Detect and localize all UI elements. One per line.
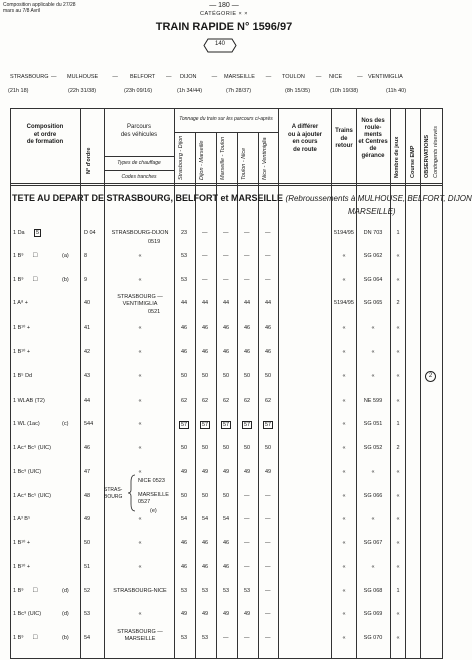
route-stop: VENTIMIGLIA [368, 74, 403, 80]
parcours-cell: « [138, 349, 142, 355]
train-retour-cell: « [342, 493, 346, 499]
train-retour-cell: « [342, 588, 346, 594]
nombre-jeux-cell: « [396, 564, 400, 570]
tonnage-cell: 46 [181, 325, 188, 331]
tonnage-cell: 54 [181, 516, 188, 522]
composition-cell: 1 B¹⁰ + [13, 540, 31, 546]
badge-number: 140 [214, 41, 225, 47]
train-retour-cell: « [342, 277, 346, 283]
header-observations-sub: Contingents réservés [433, 126, 439, 178]
header-codes-tranches: Codes tranches [121, 174, 157, 180]
nombre-jeux-cell: 1 [396, 421, 400, 427]
roulement-cell: « [371, 325, 375, 331]
parcours-cell: STRASBOURG-DIJON [111, 230, 169, 236]
tonnage-cell: 23 [181, 230, 188, 236]
roulement-cell: SG 070 [363, 635, 383, 641]
composition-cell: 1 WL (1ac) [13, 421, 40, 427]
route-time: (23h 09/16) [124, 88, 153, 94]
table-top-border [10, 108, 442, 109]
num-ordre-cell: 46 [84, 445, 91, 451]
tonnage-cell: 57 [265, 422, 272, 428]
nombre-jeux-cell: « [396, 516, 400, 522]
tonnage-cell: — [265, 230, 271, 236]
tonnage-cell: 53 [202, 635, 209, 641]
tonnage-cell: 46 [181, 564, 188, 570]
header-tonnage-col: Marseille - Toulon [220, 136, 226, 180]
nombre-jeux-cell: « [396, 611, 400, 617]
roulement-cell: NE 599 [363, 398, 383, 404]
route-stop: DIJON [180, 74, 197, 80]
tonnage-cell: 53 [181, 277, 188, 283]
tonnage-cell: 50 [202, 493, 209, 499]
route-separator: — [166, 74, 172, 80]
num-ordre-cell: 44 [84, 398, 91, 404]
tonnage-cell: 46 [223, 349, 230, 355]
train-retour-cell: 5194/95 [334, 300, 354, 306]
tonnage-cell: 46 [181, 540, 188, 546]
tonnage-cell: 46 [202, 349, 209, 355]
nombre-jeux-cell: « [396, 349, 400, 355]
tonnage-cell: — [265, 588, 271, 594]
nombre-jeux-cell: 2 [396, 300, 400, 306]
column-divider [442, 108, 443, 659]
category-label: CATÉGORIE × × [200, 11, 248, 17]
header-nombre-jeux: Nombre de jeux [394, 136, 400, 178]
parcours-cell: « [138, 516, 142, 522]
tonnage-cell: 46 [181, 349, 188, 355]
tonnage-cell: 46 [244, 325, 251, 331]
tonnage-cell: — [244, 277, 250, 283]
tonnage-cell: 53 [244, 588, 251, 594]
tonnage-cell: 62 [265, 398, 272, 404]
route-separator: — [112, 74, 118, 80]
tonnage-cell: 49 [244, 469, 251, 475]
tonnage-cell: 53 [223, 588, 230, 594]
parcours-cell: « [138, 469, 142, 475]
nombre-jeux-cell: « [396, 373, 400, 379]
route-stop: MULHOUSE [67, 74, 99, 80]
page-number: — 180 — [209, 2, 239, 9]
composition-cell: 1 B⁵ Dd [13, 373, 33, 379]
composition-cell: 1 B⁹ [13, 277, 24, 283]
route-stop: TOULON [282, 74, 305, 80]
route-stop: BELFORT [130, 74, 156, 80]
tonnage-cell: — [223, 277, 229, 283]
header-roulements: Nos des roule- ments et Centres de gérance [358, 118, 388, 159]
tonnage-cell: 46 [223, 540, 230, 546]
tonnage-cell: 44 [244, 300, 251, 306]
num-ordre-cell: 50 [84, 540, 91, 546]
tonnage-cell: 62 [181, 398, 188, 404]
train-retour-cell: « [342, 349, 346, 355]
route-separator: — [211, 74, 218, 80]
header-tonnage: Tonnage du train sur les parcours ci-après [179, 116, 273, 122]
nombre-jeux-cell: « [396, 540, 400, 546]
tonnage-cell: 44 [223, 300, 230, 306]
tonnage-sub-line [174, 132, 278, 133]
route-time: (7h 28/37) [226, 88, 252, 94]
nombre-jeux-cell: 1 [396, 230, 400, 236]
square-box-icon: □ [33, 634, 38, 641]
train-retour-cell: « [342, 373, 346, 379]
parcours-cell: « [138, 445, 142, 451]
parcours-cell: « [138, 611, 142, 617]
route-stop: STRASBOURG [10, 74, 49, 80]
tonnage-cell: 50 [181, 445, 188, 451]
tonnage-cell: 50 [244, 445, 251, 451]
tonnage-cell: 49 [181, 469, 188, 475]
parcours-sub-line [104, 156, 174, 157]
parcours-cell: « [138, 398, 142, 404]
parcours-cell: « [138, 253, 142, 259]
tonnage-cell: 46 [202, 540, 209, 546]
composition-note: (d) [62, 611, 69, 617]
tonnage-cell: 50 [223, 373, 230, 379]
column-divider [195, 132, 196, 659]
tonnage-cell: — [265, 516, 271, 522]
column-divider [174, 108, 175, 659]
route-stop: NICE [329, 74, 343, 80]
train-retour-cell: « [342, 540, 346, 546]
bracket-note: (e) [150, 508, 157, 514]
header-types-chauffage: Types de chauffage [117, 160, 161, 166]
tonnage-cell: 62 [223, 398, 230, 404]
tonnage-cell: 49 [223, 611, 230, 617]
parcours-cell: « [138, 277, 142, 283]
parcours-cell: « [138, 421, 142, 427]
train-retour-cell: « [342, 516, 346, 522]
train-retour-cell: « [342, 611, 346, 617]
num-ordre-cell: D 04 [84, 230, 96, 236]
tonnage-cell: — [265, 253, 271, 259]
composition-cell: 1 A⁸ + [13, 300, 29, 306]
num-ordre-cell: 49 [84, 516, 91, 522]
square-box-icon: □ [33, 587, 38, 594]
tonnage-cell: 57 [223, 422, 230, 428]
composition-cell: 1 B⁹ [13, 588, 24, 594]
num-ordre-cell: 8 [84, 253, 88, 259]
composition-note: (c) [62, 421, 69, 427]
route-stop: MARSEILLE [224, 74, 255, 80]
observation-circle: 2 [425, 371, 436, 382]
column-divider [104, 108, 105, 659]
num-ordre-cell: 43 [84, 373, 91, 379]
tonnage-cell: 54 [202, 516, 209, 522]
tonnage-cell: 49 [223, 469, 230, 475]
tonnage-cell: — [202, 253, 208, 259]
code-tranche-cell: 0521 [148, 309, 161, 315]
table-header-bottom-border [10, 183, 442, 184]
roulement-cell: SG 064 [363, 277, 383, 283]
num-ordre-cell: 52 [84, 588, 91, 594]
train-retour-cell: « [342, 253, 346, 259]
tonnage-cell: — [265, 277, 271, 283]
header-differer: A différer ou à ajouter en cours de route [287, 124, 322, 153]
tonnage-cell: 57 [202, 422, 209, 428]
tonnage-cell: — [244, 493, 250, 499]
tonnage-cell: 46 [244, 349, 251, 355]
tonnage-cell: 46 [265, 325, 272, 331]
parcours-cell: STRAS-BOURG [104, 487, 123, 500]
nombre-jeux-cell: « [396, 493, 400, 499]
train-retour-cell: « [342, 325, 346, 331]
tonnage-cell: 49 [202, 611, 209, 617]
roulement-cell: « [371, 349, 375, 355]
parcours-sub-line-2 [104, 170, 174, 171]
section-title-italic: (Rebroussements à MULHOUSE, BELFORT, DIJON [285, 194, 472, 203]
header-parcours: Parcours des véhicules [120, 124, 158, 138]
route-separator: — [51, 74, 57, 80]
tonnage-cell: — [265, 540, 271, 546]
composition-note: (b) [62, 277, 69, 283]
num-ordre-cell: 40 [84, 300, 91, 306]
tonnage-cell: — [265, 564, 271, 570]
column-divider [390, 108, 391, 659]
tonnage-cell: 50 [202, 445, 209, 451]
tonnage-cell: 50 [265, 445, 272, 451]
tonnage-cell: 50 [181, 373, 188, 379]
num-ordre-cell: 544 [84, 421, 94, 427]
bracket-icon [128, 474, 136, 512]
tonnage-cell: — [202, 230, 208, 236]
tonnage-cell: 50 [181, 493, 188, 499]
tonnage-cell: 53 [181, 253, 188, 259]
tonnage-cell: 50 [202, 373, 209, 379]
bracket-marseille: MARSEILLE 0527 [138, 492, 169, 505]
header-observations: OBSERVATIONS [424, 134, 430, 178]
composition-cell: 1 Ac⁴ Bc⁵ (UIC) [13, 493, 51, 499]
tonnage-cell: 53 [181, 588, 188, 594]
num-ordre-cell: 41 [84, 325, 91, 331]
tonnage-cell: 46 [223, 325, 230, 331]
train-retour-cell: « [342, 564, 346, 570]
composition-cell: 1 B¹⁰ + [13, 564, 31, 570]
train-retour-cell: « [342, 421, 346, 427]
parcours-cell: « [138, 325, 142, 331]
route-time: (11h 40) [386, 88, 407, 94]
square-box-icon: □ [33, 252, 38, 259]
tonnage-cell: 53 [202, 588, 209, 594]
column-divider [278, 108, 279, 659]
nombre-jeux-cell: « [396, 325, 400, 331]
tonnage-cell: 57 [181, 422, 188, 428]
tonnage-cell: 44 [181, 300, 188, 306]
tonnage-cell: — [223, 253, 229, 259]
composition-box: 5 [36, 230, 40, 236]
column-divider [237, 132, 238, 659]
tonnage-cell: 53 [181, 635, 188, 641]
tonnage-cell: — [244, 564, 250, 570]
header-tonnage-col: Strasbourg - Dijon [178, 135, 184, 180]
roulement-cell: « [371, 373, 375, 379]
route-separator: — [265, 74, 272, 80]
tonnage-cell: — [244, 516, 250, 522]
composition-cell: 1 Da [13, 230, 25, 236]
header-tonnage-col: Nice - Ventimiglia [262, 137, 268, 180]
column-divider [405, 108, 406, 659]
column-divider [420, 108, 421, 659]
route-separator: — [357, 74, 363, 80]
roulement-cell: SG 068 [363, 588, 383, 594]
composition-cell: 1 B¹⁰ + [13, 325, 31, 331]
route-time: (21h 18) [8, 88, 29, 94]
square-box-icon: □ [33, 276, 38, 283]
num-ordre-cell: 53 [84, 611, 91, 617]
parcours-cell: « [138, 373, 142, 379]
header-tonnage-col: Dijon - Marseille [199, 140, 205, 180]
section-title-bold: TETE AU DEPART DE STRASBOURG, BELFORT et MARSEILLE [12, 193, 284, 203]
roulement-cell: SG 065 [363, 300, 383, 306]
composition-cell: 1 Bc⁹ (UIC) [13, 611, 42, 617]
roulement-cell: SG 051 [363, 421, 383, 427]
route-time: (8h 15/35) [285, 88, 311, 94]
tonnage-cell: — [202, 277, 208, 283]
parcours-cell: STRASBOURG-NICE [113, 588, 167, 594]
bracket-nice: NICE 0523 [138, 478, 165, 484]
section-title [12, 193, 472, 203]
tonnage-cell: 49 [181, 611, 188, 617]
tonnage-cell: — [265, 635, 271, 641]
route-time: (1h 34/44) [177, 88, 203, 94]
nombre-jeux-cell: « [396, 469, 400, 475]
train-retour-cell: « [342, 398, 346, 404]
composition-note: (a) [62, 253, 69, 259]
tonnage-cell: 46 [202, 325, 209, 331]
header-tonnage-col: Toulon - Nice [241, 147, 247, 180]
composition-note: (d) [62, 588, 69, 594]
roulement-cell: SG 069 [363, 611, 383, 617]
tonnage-cell: 50 [223, 445, 230, 451]
applicability-note: Composition applicable du 27/28 mars au 7/8 Avril [3, 2, 76, 14]
composition-cell: 1 Ac⁴ Bc⁵ (UIC) [13, 445, 51, 451]
num-ordre-cell: 54 [84, 635, 91, 641]
tonnage-cell: 62 [202, 398, 209, 404]
nombre-jeux-cell: 2 [396, 445, 400, 451]
train-retour-cell: « [342, 445, 346, 451]
num-ordre-cell: 48 [84, 493, 91, 499]
header-num-ordre: N° d'ordre [86, 147, 92, 174]
roulement-cell: SG 052 [363, 445, 383, 451]
column-divider [258, 132, 259, 659]
route-time: (22h 31/38) [68, 88, 97, 94]
column-divider [216, 132, 217, 659]
tonnage-cell: 46 [223, 564, 230, 570]
section-title-continued: MARSEILLE) [348, 207, 396, 216]
tonnage-cell: 44 [202, 300, 209, 306]
nombre-jeux-cell: 1 [396, 588, 400, 594]
tonnage-cell: 49 [244, 611, 251, 617]
tonnage-cell: 46 [202, 564, 209, 570]
route-separator: — [315, 74, 322, 80]
column-divider [80, 108, 81, 659]
tonnage-cell: — [223, 635, 229, 641]
column-divider [10, 108, 11, 659]
tonnage-cell: 44 [265, 300, 272, 306]
parcours-cell: STRASBOURG — VENTIMIGLIA [117, 294, 163, 307]
composition-note: (b) [62, 635, 69, 641]
route-time: (10h 19/38) [330, 88, 359, 94]
tonnage-cell: 49 [202, 469, 209, 475]
nombre-jeux-cell: « [396, 635, 400, 641]
column-divider [331, 108, 332, 659]
nombre-jeux-cell: « [396, 277, 400, 283]
code-tranche-cell: 0519 [148, 239, 161, 245]
num-ordre-cell: 47 [84, 469, 91, 475]
tonnage-cell: — [223, 230, 229, 236]
train-retour-cell: « [342, 635, 346, 641]
composition-cell: 1 B¹⁰ + [13, 349, 31, 355]
tonnage-cell: 62 [244, 398, 251, 404]
tonnage-cell: — [265, 611, 271, 617]
train-retour-cell: 5194/95 [334, 230, 354, 236]
composition-cell: 1 A³ B⁵ [13, 516, 31, 522]
roulement-cell: DN 703 [363, 230, 383, 236]
composition-cell: 1 B⁹ [13, 635, 24, 641]
composition-cell: 1 Bc⁹ (UIC) [13, 469, 42, 475]
parcours-cell: STRASBOURG — MARSEILLE [117, 629, 163, 642]
nombre-jeux-cell: « [396, 253, 400, 259]
tonnage-cell: — [244, 253, 250, 259]
tonnage-cell: 54 [223, 516, 230, 522]
table-header-bottom-border-2 [10, 185, 442, 186]
tonnage-cell: 50 [244, 373, 251, 379]
composition-cell: 1 B⁹ [13, 253, 24, 259]
roulement-cell: SG 067 [363, 540, 383, 546]
composition-cell: 1 WLAB (T2) [13, 398, 45, 404]
roulement-cell: « [371, 564, 375, 570]
tonnage-cell: — [244, 540, 250, 546]
parcours-cell: « [138, 540, 142, 546]
tonnage-cell: 50 [265, 373, 272, 379]
tonnage-cell: 50 [223, 493, 230, 499]
num-ordre-cell: 51 [84, 564, 91, 570]
header-course-emp: Course EMP [410, 145, 416, 178]
roulement-cell: « [371, 469, 375, 475]
page-title: TRAIN RAPIDE N° 1596/97 [155, 21, 293, 33]
roulement-cell: SG 062 [363, 253, 383, 259]
num-ordre-cell: 42 [84, 349, 91, 355]
num-ordre-cell: 9 [84, 277, 88, 283]
tonnage-cell: 49 [265, 469, 272, 475]
nombre-jeux-cell: « [396, 398, 400, 404]
roulement-cell: « [371, 516, 375, 522]
column-divider [356, 108, 357, 659]
tonnage-cell: — [244, 230, 250, 236]
header-trains-retour: Trains de retour [335, 128, 353, 149]
parcours-cell: « [138, 564, 142, 570]
roulement-cell: SG 066 [363, 493, 383, 499]
tonnage-cell: — [244, 635, 250, 641]
tonnage-cell: 46 [265, 349, 272, 355]
tonnage-cell: — [265, 493, 271, 499]
header-composition: Composition et ordre de formation [26, 124, 64, 145]
tonnage-cell: 57 [244, 422, 251, 428]
train-retour-cell: « [342, 469, 346, 475]
table-bottom-border [10, 658, 442, 659]
